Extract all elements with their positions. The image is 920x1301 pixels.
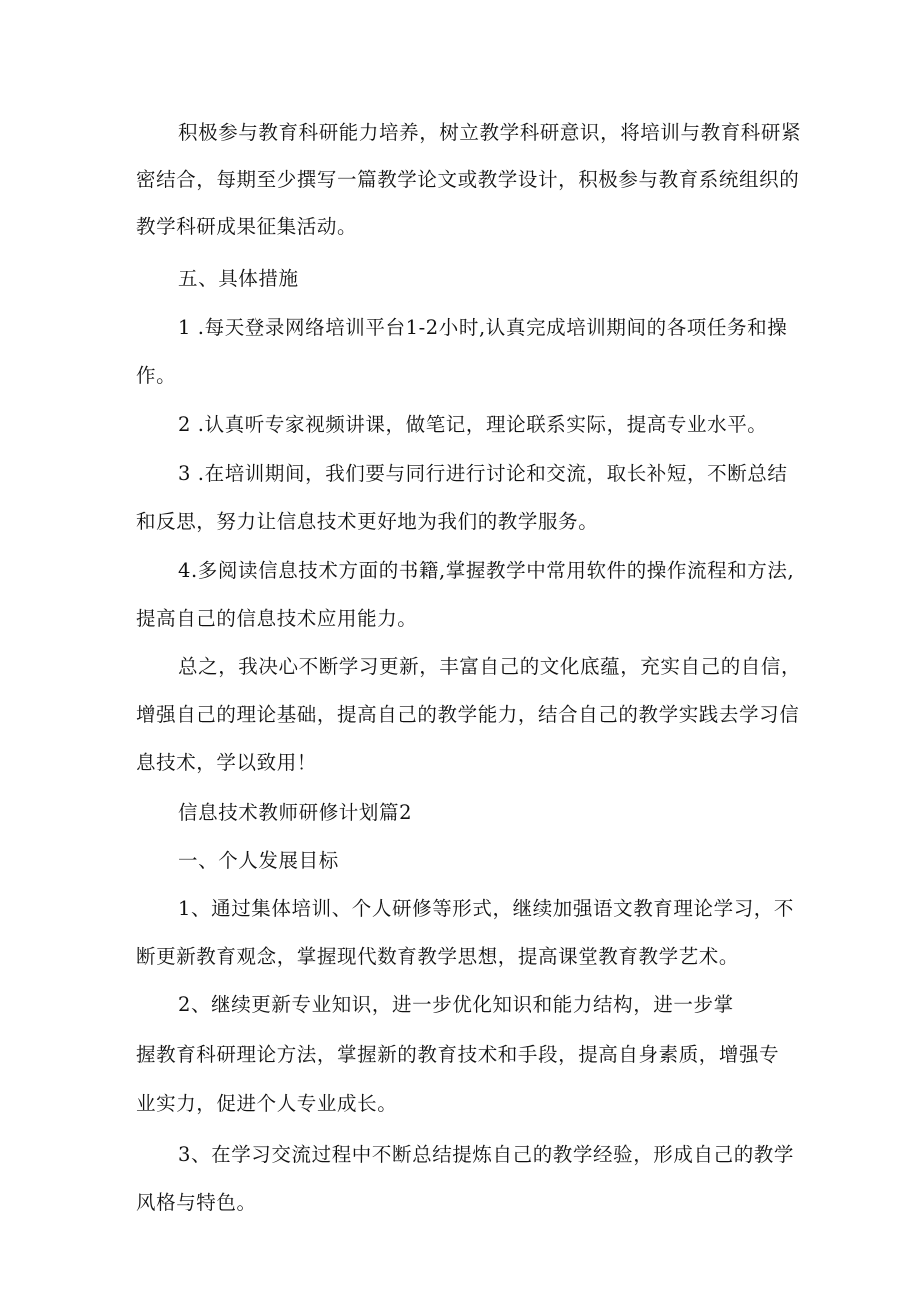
list-item-line: 2、继续更新专业知识，进一步优化知识和能力结构，进一步掌 [178,993,734,1016]
list-item-line: 4.多阅读信息技术方面的书籍,掌握教学中常用软件的操作流程和方法, [178,559,795,582]
paragraph-line: 积极参与教育科研能力培养，树立教学科研意识，将培训与教育科研紧 [178,121,802,144]
list-item-line: 和反思，努力让信息技术更好地为我们的教学服务。 [136,510,599,533]
list-item-line: 3 .在培训期间，我们要与同行进行讨论和交流，取长补短，不断总结 [178,462,788,485]
paragraph-line: 息技术，学以致用！ [136,751,317,774]
list-item-line: 握教育科研理论方法，掌握新的教育技术和手段，提高自身素质，增强专 [136,1043,780,1066]
list-item-line: 风格与特色。 [136,1191,257,1214]
list-item-line: 1 .每天登录网络培训平台1-2小时,认真完成培训期间的各项任务和操 [178,316,788,339]
paragraph-line: 教学科研成果征集活动。 [136,215,358,238]
list-item-line: 作。 [136,364,177,387]
article-title: 信息技术教师研修计划篇2 [178,801,413,824]
list-item-line: 2 .认真听专家视频讲课，做笔记，理论联系实际，提高专业水平。 [178,413,768,436]
list-item-line: 提高自己的信息技术应用能力。 [136,607,418,630]
list-item-line: 1、通过集体培训、个人研修等形式，继续加强语文教育理论学习，不 [178,897,795,920]
paragraph-line: 密结合，每期至少撰写一篇教学论文或教学设计，积极参与教育系统组织的 [136,168,800,191]
list-item-line: 业实力，促进个人专业成长。 [136,1092,398,1115]
paragraph-line: 增强自己的理论基础，提高自己的教学能力，结合自己的教学实践去学习信 [136,703,800,726]
list-item-line: 断更新教育观念，掌握现代数育教学思想，提高课堂教育教学艺术。 [136,945,740,968]
list-item-line: 3、在学习交流过程中不断总结提炼自己的教学经验，形成自己的教学 [178,1143,795,1166]
paragraph-line: 总之，我决心不断学习更新，丰富自己的文化底蕴，充实自己的自信， [178,655,802,678]
section-heading: 五、具体措施 [178,267,299,290]
section-heading: 一、个人发展目标 [178,849,339,872]
